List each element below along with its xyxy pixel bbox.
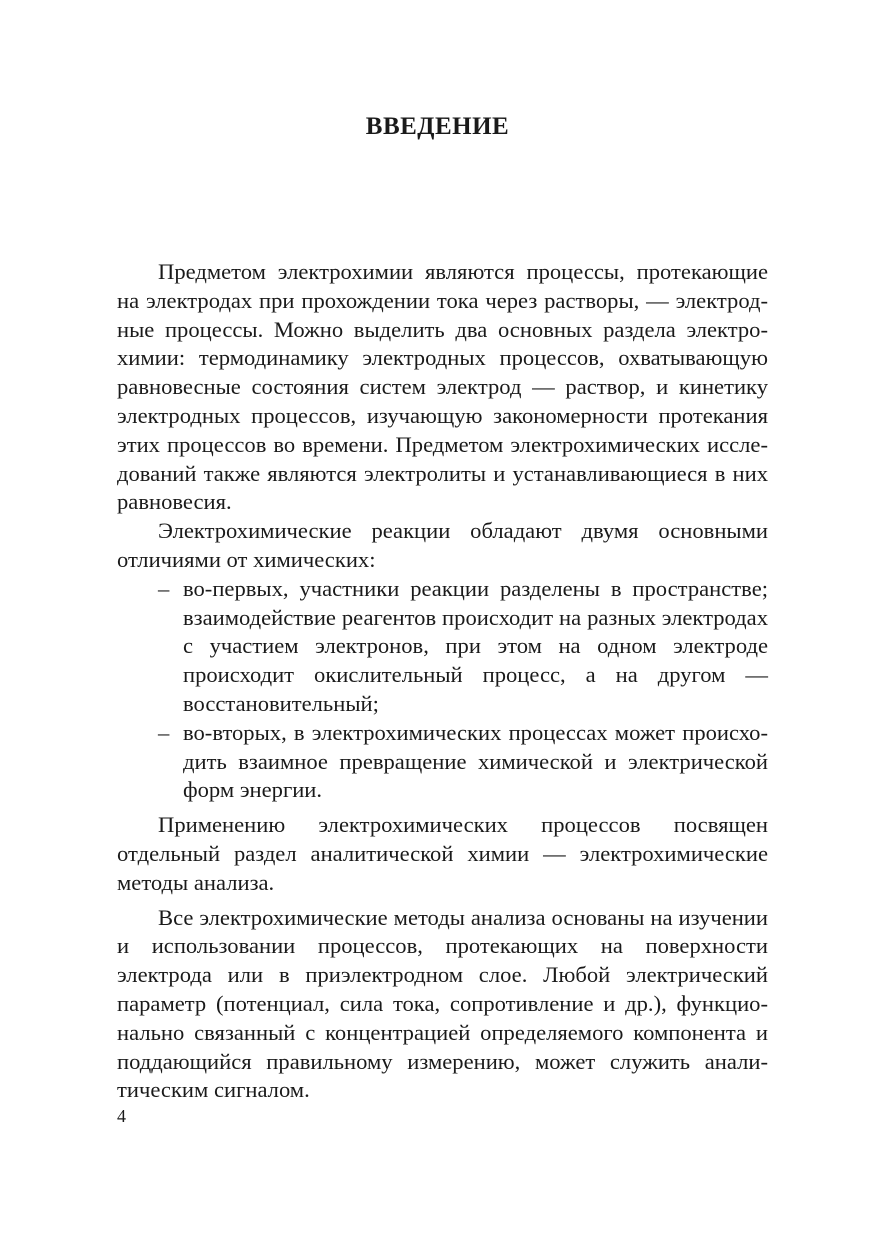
list-item-text: во-первых, участники реакции разделены в пространстве; взаимодействие реагентов происходит на разных электродах с участием электронов, при этом на одном электроде происходит окислительный процесс, а на другом — восстановительный; — [183, 575, 768, 716]
page-title: ВВЕДЕНИЕ — [365, 113, 510, 140]
dash-bullet: – — [158, 719, 170, 745]
page-number: 4 — [117, 1106, 126, 1126]
paragraph-3: Применению электрохимических процессов посвящен отдельный раздел аналитической химии — электрохимические методы анализа. — [117, 812, 768, 895]
dash-bullet: – — [158, 575, 170, 601]
list-item — [158, 575, 768, 719]
paragraph-2: Электрохимические реакции обладают двумя основными отличиями от химических: — [117, 518, 768, 572]
paragraph-4: Все электрохимические методы анализа основаны на изучении и использовании процессов, протекающих на поверхности электрода или в приэлектродном слое. Любой электрический параметр (потенциал, сила тока, сопротивление и др.), функционально связанный с концентрацией определяемого компонента и поддающийся правильному измерению, может служить аналитическим сигналом. — [117, 904, 768, 1103]
main-text — [117, 258, 768, 1105]
list-item — [158, 719, 768, 805]
paragraph-1: Предметом электрохимии являются процессы, протекающие на электродах при прохождении тока через растворы, — электродные процессы. Можно выделить два основных раздела электрохимии: термодинамику электродных процессов, охватывающую равновесные состояния систем электрод — раствор, и кинетику электродных процессов, изучающую закономерности протекания этих процессов во времени. Предметом электрохимических исследований также являются электролиты и устанавливающиеся в них равновесия. — [117, 259, 768, 515]
differences-list — [117, 575, 768, 805]
list-item-text: во-вторых, в электрохимических процессах может происходить взаимное превращение химической и электрической форм энергии. — [183, 719, 768, 803]
